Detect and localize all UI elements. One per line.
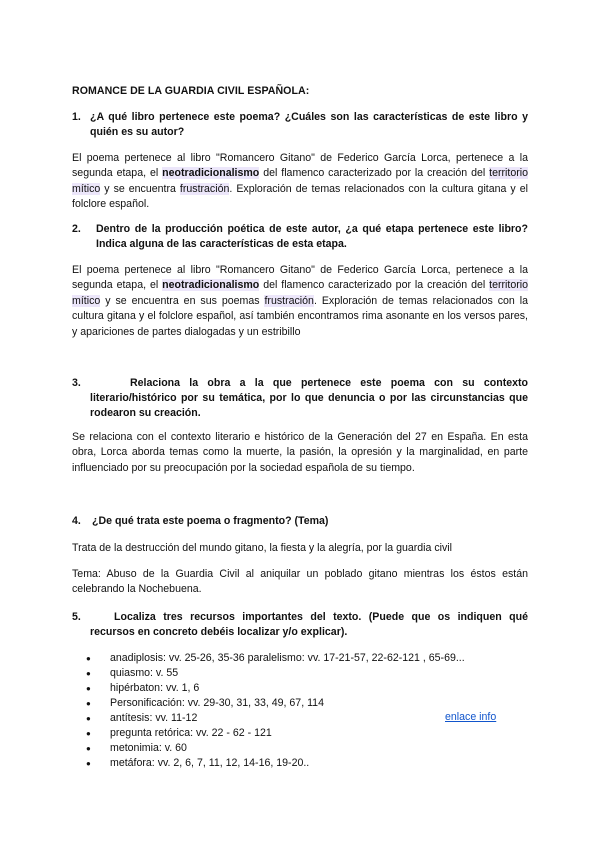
list-item: ● anadiplosis: vv. 25-26, 35-36 paralelismo: vv. 17-21-57, 22-62-121 , 65-69... bbox=[72, 651, 528, 666]
question-number: 3. bbox=[72, 377, 81, 389]
highlight: frustración bbox=[264, 294, 314, 307]
highlight: territorio mítico bbox=[72, 279, 528, 307]
question-4 bbox=[72, 514, 528, 529]
answer-2: El poema pertenece al libro "Romancero Gitano" de Federico García Lorca, pertenece a la segunda etapa, el neotradicionalismo del flamenco caracterizado por la creación del territorio mítico y se encuentra en sus poemas frustración. Exploración de temas relacionados con la cultura gitana y el folclore español, así también encontramos rima asonante en los versos pares, y apariciones de partes dialogadas y un estribillo bbox=[72, 264, 528, 338]
info-link[interactable]: enlace info bbox=[445, 711, 497, 723]
keyword-highlight: neotradicionalismo bbox=[162, 279, 260, 292]
question-5 bbox=[72, 610, 528, 640]
question-number: 2. bbox=[72, 223, 81, 235]
tema-paragraph: Tema: Abuso de la Guardia Civil al aniquilar un poblado gitano mientras los éstos están celebrando la Nochebuena. bbox=[72, 568, 528, 596]
highlight: frustración bbox=[179, 182, 230, 195]
list-item: ● metáfora: vv. 2, 6, 7, 11, 12, 14-16, 19-20.. bbox=[72, 756, 528, 771]
list-item: ● hipérbaton: vv. 1, 6 bbox=[72, 681, 528, 696]
question-text: Relaciona la obra a la que pertenece este poema con su contexto literario/histórico por su temática, por lo que denuncia o por las circunstancias que rodearon su creación. bbox=[90, 377, 528, 419]
list-item: ● quiasmo: v. 55 bbox=[72, 666, 528, 681]
question-text: ¿A qué libro pertenece este poema? ¿Cuáles son las características de este libro y quién es su autor? bbox=[90, 111, 528, 138]
highlight: territorio mítico bbox=[72, 167, 528, 195]
question-text: Localiza tres recursos importantes del texto. (Puede que os indiquen qué recursos en concreto debéis localizar y/o explicar). bbox=[90, 611, 528, 638]
question-3 bbox=[72, 376, 528, 421]
answer-1: El poema pertenece al libro "Romancero Gitano" de Federico García Lorca, pertenece a la segunda etapa, el neotradicionalismo del flamenco caracterizado por la creación del territorio mítico y se encuentra frustración. Exploración de temas relacionados con la cultura gitana y el folclore español. bbox=[72, 152, 528, 211]
list-item: ● pregunta retórica: vv. 22 - 62 - 121 bbox=[72, 726, 528, 741]
question-number: 4. bbox=[72, 515, 81, 527]
answer-3: Se relaciona con el contexto literario e histórico de la Generación del 27 en España. En esta obra, Lorca aborda temas como la muerte, la pasión, la opresión y la marginalidad, en parte influenciado por su preocupación por la sociedad española de su tiempo. bbox=[72, 431, 528, 474]
list-item: ● Personificación: vv. 29-30, 31, 33, 49, 67, 114 bbox=[72, 696, 528, 711]
list-item: ● metonimia: v. 60 bbox=[72, 741, 528, 756]
question-text: ¿De qué trata este poema o fragmento? (Tema) bbox=[92, 515, 329, 527]
keyword-highlight: neotradicionalismo bbox=[162, 167, 260, 180]
question-2 bbox=[72, 222, 528, 252]
question-text: Dentro de la producción poética de este autor, ¿a qué etapa pertenece este libro? Indica alguna de las características de esta etapa. bbox=[96, 223, 528, 250]
question-number: 1. bbox=[72, 111, 81, 123]
question-number: 5. bbox=[72, 611, 81, 623]
answer-4: Trata de la destrucción del mundo gitano, la fiesta y la alegría, por la guardia civil bbox=[72, 542, 453, 554]
document-title: ROMANCE DE LA GUARDIA CIVIL ESPAÑOLA: bbox=[72, 85, 310, 97]
question-1 bbox=[72, 110, 528, 140]
list-item: ● antítesis: vv. 11-12 bbox=[72, 711, 528, 726]
